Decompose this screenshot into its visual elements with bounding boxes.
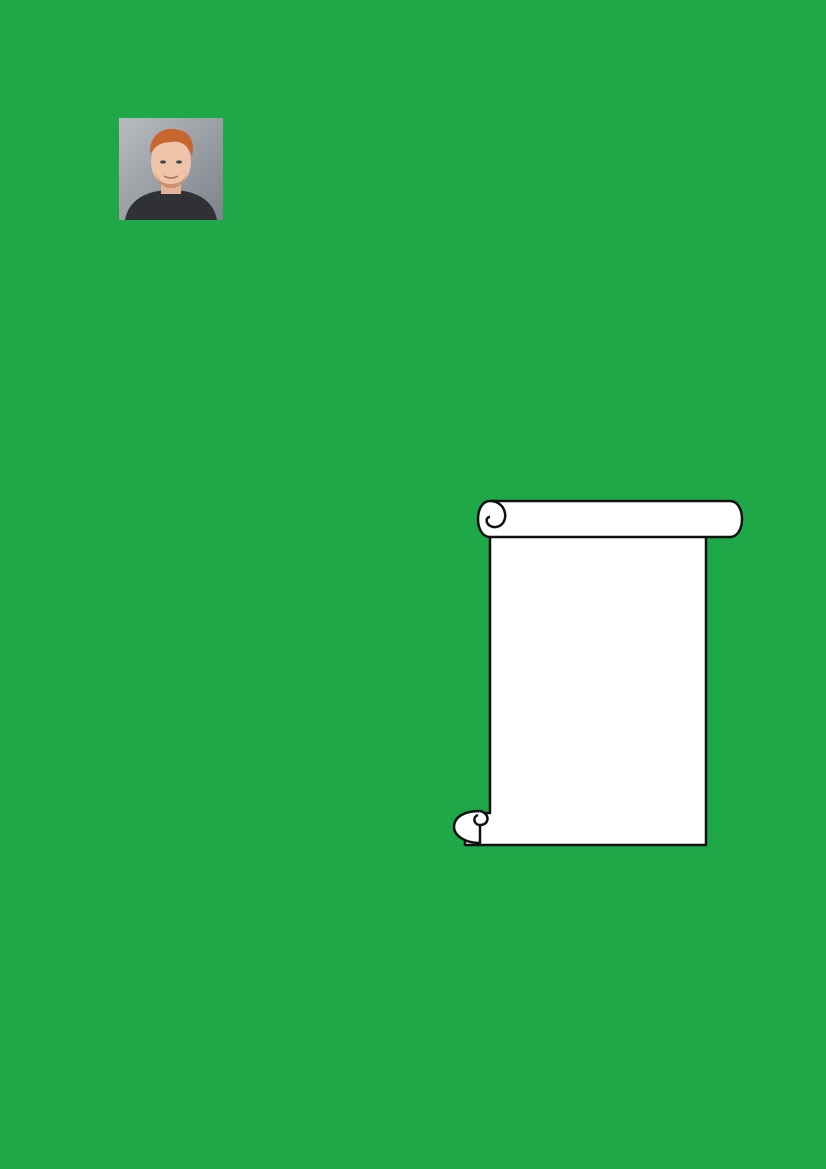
paper-scroll-icon xyxy=(450,495,750,855)
singer-portrait-image xyxy=(119,118,223,220)
singer-photo xyxy=(119,118,223,220)
